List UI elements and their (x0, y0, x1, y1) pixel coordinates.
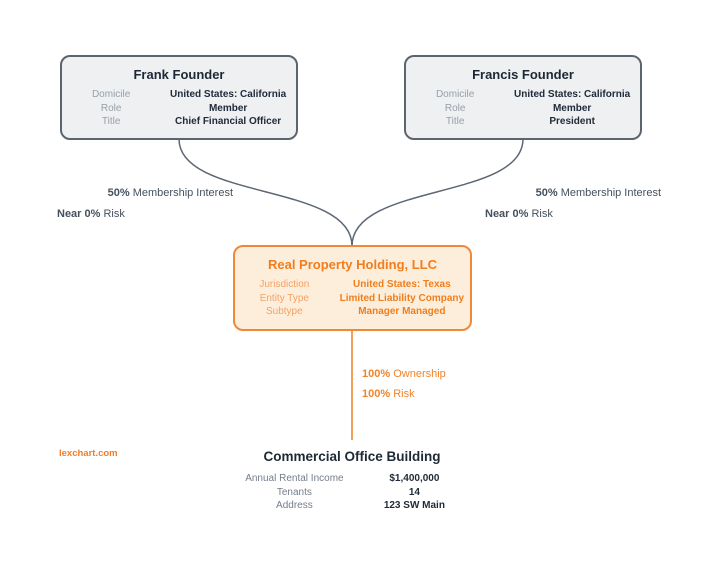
attribute-value: Chief Financial Officer (175, 116, 282, 127)
attribute-value: $1,400,000 (389, 473, 440, 484)
node-frank-founder[interactable] (60, 55, 298, 140)
node-attributes (62, 88, 296, 129)
attribute-row (235, 305, 470, 319)
attribute-key: Role (100, 102, 122, 114)
attribute-value: Manager Managed (358, 306, 446, 317)
membership-interest-label: 50% Membership Interest (535, 187, 661, 199)
attribute-row (232, 486, 472, 500)
attribute-value: President (549, 116, 595, 127)
risk-label: Near 0% Risk (57, 208, 125, 220)
attribute-key: Jurisdiction (259, 279, 310, 290)
attribute-key: Tenants (276, 486, 312, 498)
attribute-value: United States: California (514, 89, 631, 100)
attribute-value: 123 SW Main (383, 500, 445, 511)
attribute-row (62, 88, 296, 102)
attribute-key: Title (445, 116, 465, 127)
node-title: Francis Founder (472, 67, 574, 82)
attribute-key: Domicile (91, 89, 131, 100)
attribute-key: Title (101, 116, 121, 127)
membership-interest-label: 50% Membership Interest (107, 187, 233, 199)
risk-label: 100% Risk (362, 388, 415, 400)
ownership-label: 100% Ownership (362, 368, 446, 380)
attribute-row (406, 88, 640, 102)
attribute-key: Domicile (435, 89, 475, 100)
risk-label: Near 0% Risk (485, 208, 553, 220)
edge-label-ownership (362, 364, 446, 404)
attribute-value: United States: California (170, 89, 287, 100)
attribute-key: Entity Type (259, 292, 309, 304)
node-attributes (235, 278, 470, 319)
node-attributes (232, 472, 472, 513)
node-attributes (406, 88, 640, 129)
attribute-row (406, 102, 640, 116)
attribute-value: 14 (408, 486, 420, 498)
attribute-row (235, 292, 470, 306)
node-title: Commercial Office Building (263, 449, 441, 464)
node-francis-founder[interactable] (404, 55, 642, 140)
node-title: Frank Founder (133, 67, 225, 82)
attribute-value: United States: Texas (353, 279, 451, 290)
attribute-value: Member (208, 102, 248, 114)
attribute-key: Subtype (265, 306, 303, 317)
attribute-key: Role (444, 102, 466, 114)
attribute-row (62, 102, 296, 116)
attribute-row (232, 472, 472, 486)
attribute-row (62, 115, 296, 129)
attribute-value: Member (552, 102, 592, 114)
node-title: Real Property Holding, LLC (267, 257, 437, 272)
edge-label-francis (485, 186, 661, 221)
edge-label-frank (57, 186, 233, 221)
node-commercial-office-building[interactable] (232, 447, 472, 513)
attribute-row (406, 115, 640, 129)
attribute-row (235, 278, 470, 292)
attribute-key: Address (276, 500, 313, 511)
lexchart-watermark-link[interactable]: lexchart.com (59, 448, 118, 459)
node-real-property-holding[interactable] (233, 245, 472, 331)
attribute-key: Annual Rental Income (245, 473, 344, 484)
attribute-value: Limited Liability Company (339, 292, 465, 304)
attribute-row (232, 499, 472, 513)
